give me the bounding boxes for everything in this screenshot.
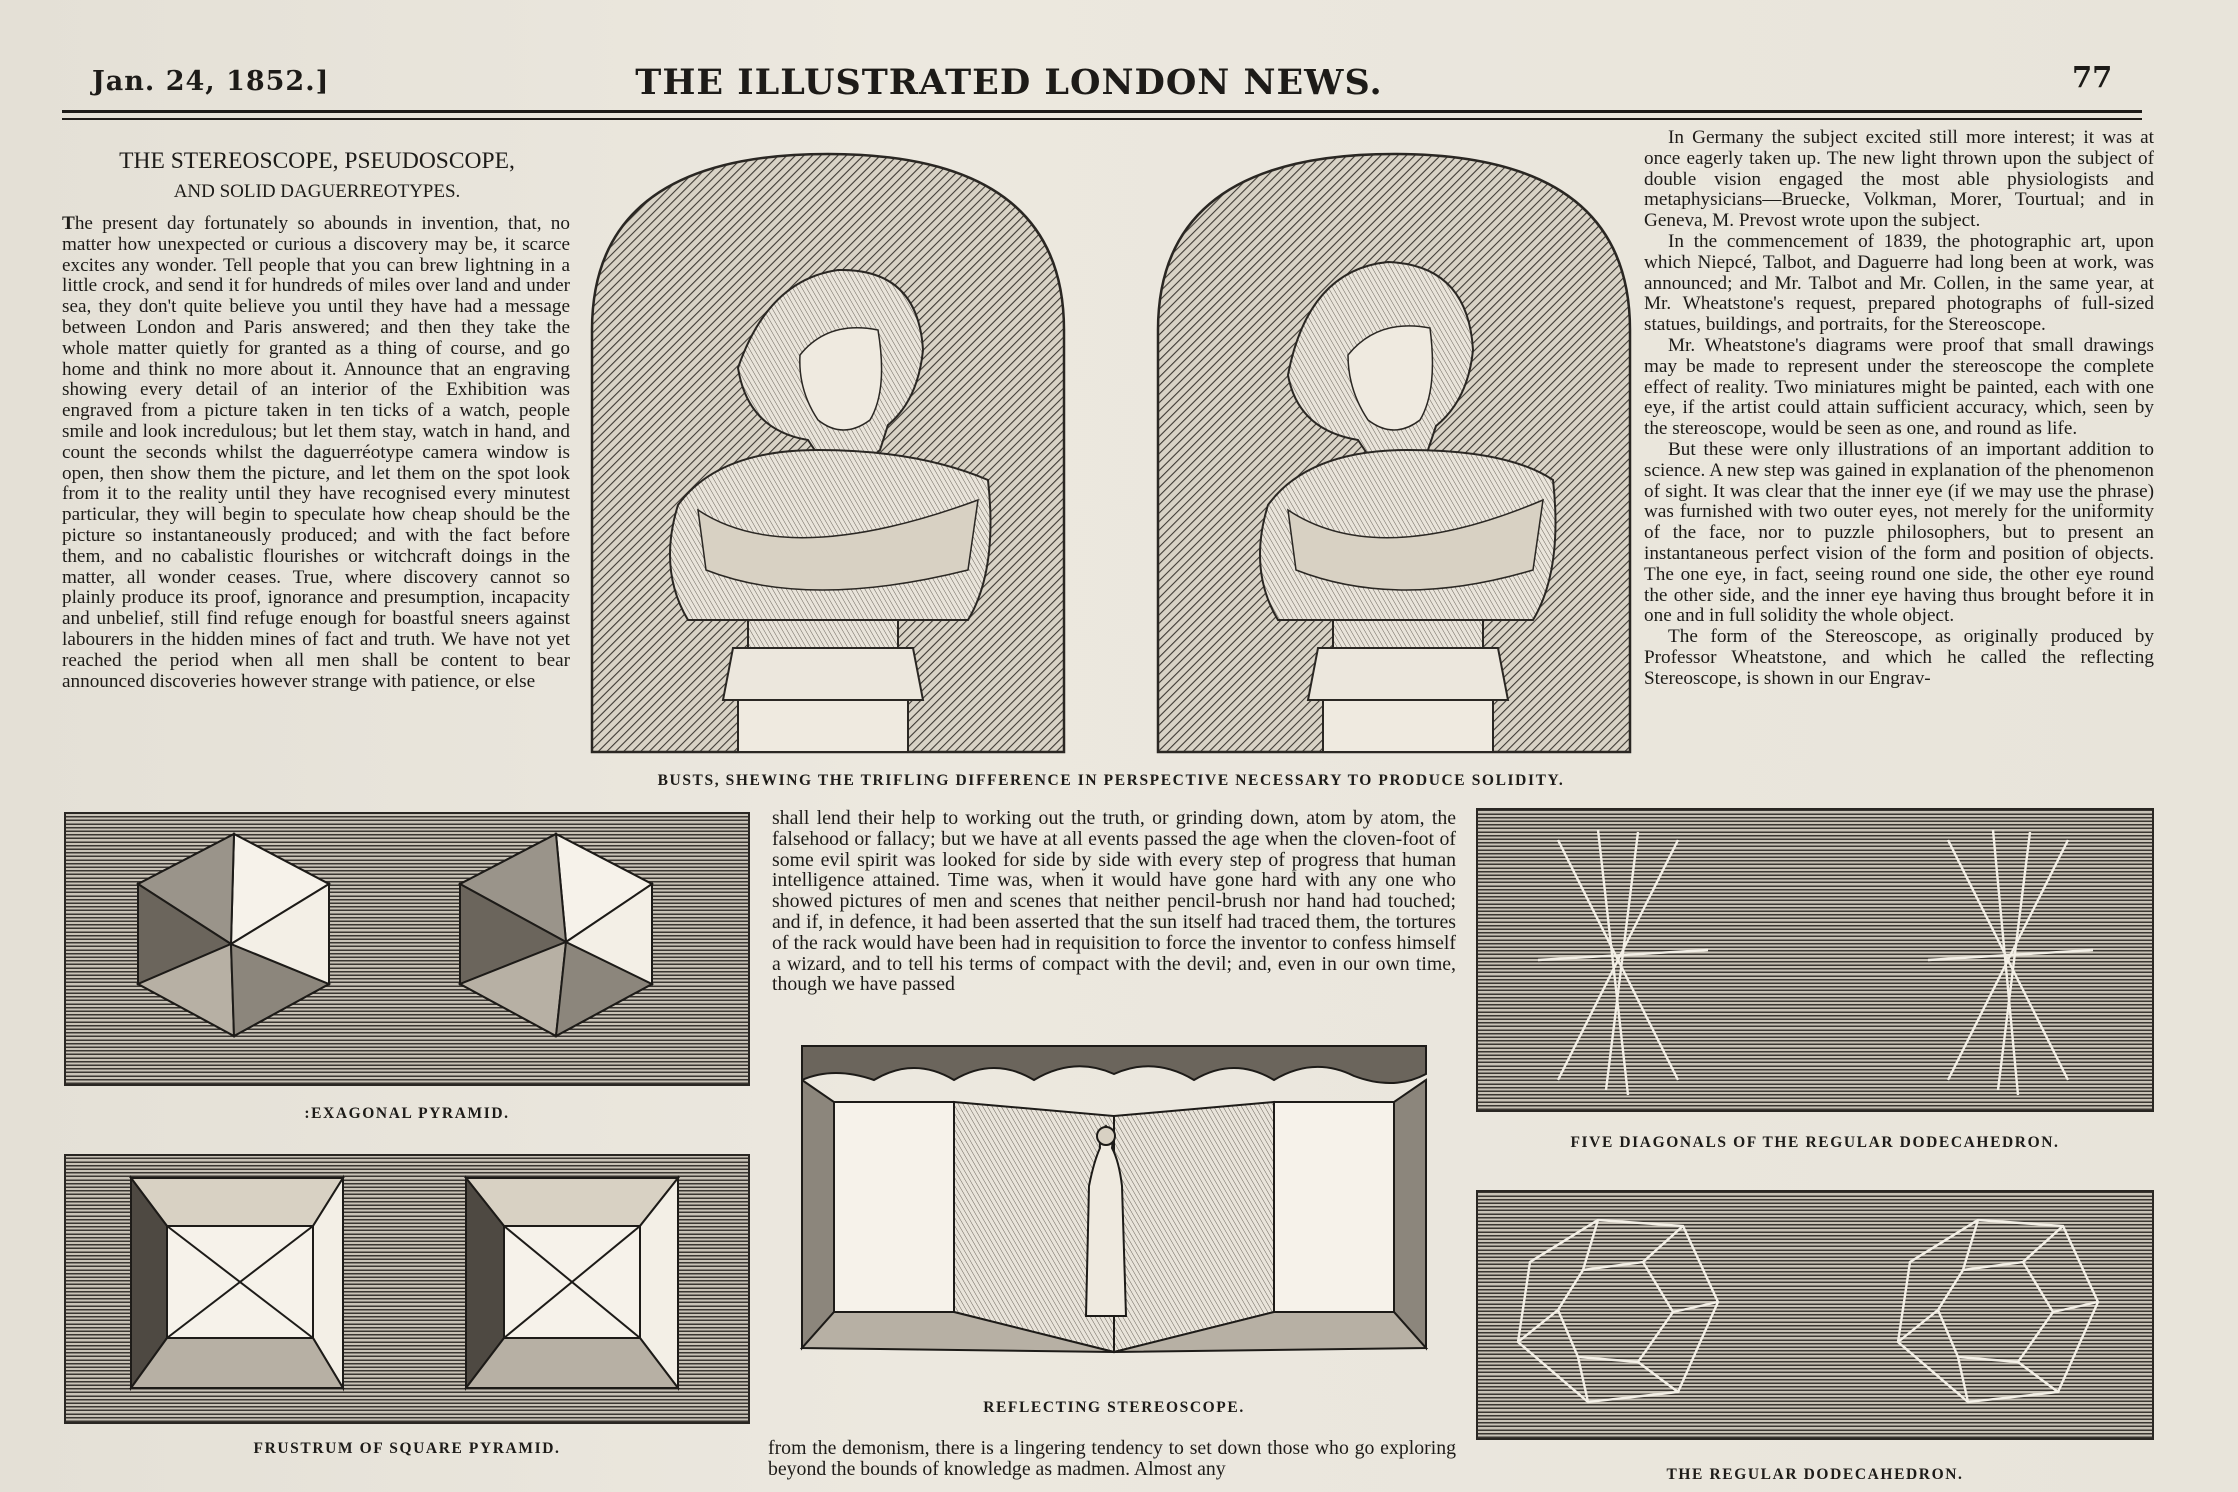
masthead-title-text: THE ILLUSTRATED LONDON NEWS.	[635, 62, 1383, 103]
frustrum-plate	[64, 1154, 750, 1424]
masthead-rule-thin	[62, 118, 2142, 120]
hexagonal-pyramid-plate	[64, 812, 750, 1086]
dodecahedron-plate	[1476, 1190, 2154, 1440]
hexagonal-pyramid-icon	[66, 814, 748, 1084]
busts-caption: BUSTS, SHEWING THE TRIFLING DIFFERENCE IN PERSPECTIVE NECESSARY TO PRODUCE SOLIDITY.	[657, 772, 1565, 789]
frustrum-caption: FRUSTRUM OF SQUARE PYRAMID.	[253, 1440, 561, 1457]
right-paragraph: Mr. Wheatstone's diagrams were proof that small drawings may be made to represent under the stereoscope the complete effect of reality. Two miniatures might be painted, each with one eye, if the artist could attain sufficient accuracy, which, seen by the stereoscope, would be seen as one, and round as life.	[1644, 334, 2154, 440]
issue-date: Jan. 24, 1852.]	[92, 66, 330, 97]
dodecahedron-icon	[1478, 1192, 2152, 1438]
diagonals-icon	[1478, 810, 2152, 1110]
reflecting-stereoscope-engraving	[794, 1036, 1434, 1354]
masthead-title	[0, 62, 2238, 103]
hexagonal-pyramid-caption: :EXAGONAL PYRAMID.	[304, 1105, 510, 1122]
busts-engraving	[588, 150, 1634, 756]
middle-column	[772, 808, 1456, 1018]
reflecting-stereoscope-caption: REFLECTING STEREOSCOPE.	[983, 1399, 1245, 1416]
masthead-rule	[62, 110, 2142, 113]
stereoscope-canopy	[802, 1046, 1426, 1083]
diagonals-plate	[1476, 808, 2154, 1112]
diagonals-caption: FIVE DIAGONALS OF THE REGULAR DODECAHEDRON.	[1570, 1134, 2060, 1151]
left-column	[62, 214, 570, 794]
right-paragraph: In Germany the subject excited still more interest; it was at once eagerly taken up. The new light thrown upon the subject of double vision engaged the most able physiologists and metaphysicians—Bruecke, Volkman, Morer, Tourtual; and in Geneva, M. Prevost wrote upon the subject.	[1644, 128, 2154, 232]
frustrum-icon	[66, 1156, 748, 1422]
left-column-text: The present day fortunately so abounds in invention, that, no matter how unexpected or curious a discovery may be, it scarce excites any wonder. Tell people that you can brew lightning in a little crock, and send it for hundreds of miles over land and under sea, they don't quite believe you until they have had a message between London and Paris answered; and then they take the whole matter quietly for granted as a thing of course, and go home and think no more about it. Announce that an engraving showing every detail of an interior of the Exhibition was engraved from a picture taken in ten ticks of a watch, people smile and look incredulous; but let them stay, watch in hand, and count the seconds whilst the daguerréotype camera window is open, then show them the picture, and let them on the spot look from it to the reality until they have recognised every minutest particular, they will begin to speculate how cheap should be the picture so instantaneously produced; and with the fact before them, and no cabalistic flourishes or witchcraft doings in the matter, all wonder ceases. True, where discovery cannot so plainly produce its proof, ignorance and presumption, incapacity and unbelief, still find refuge enough for boastful sneers against labourers in the hidden mines of fact and truth. We have not yet reached the period when all men shall be content to bear announced discoveries however strange with patience, or else	[62, 214, 570, 692]
dodecahedron-caption: THE REGULAR DODECAHEDRON.	[1666, 1466, 1964, 1483]
middle-column-bottom	[768, 1438, 1456, 1488]
middle-column-text: shall lend their help to working out the truth, or grinding down, atom by atom, the falsehood or fallacy; but we have at all events passed the age when the cloven-foot of some evil spirit was looked for side by side with every step of progress that human intelligence attained. Time was, when it would have gone hard with any one who showed pictures of men and scenes that neither pencil-brush nor hand had touched; and if, in defence, it had been asserted that the sun itself had traced them, the tortures of the rack would have been had in requisition to force the inventor to confess himself a wizard, and to tell his terms of compact with the devil; and, even in our own time, though we have passed	[772, 808, 1456, 996]
right-column	[1644, 128, 2154, 796]
article-headline: THE STEREOSCOPE, PSEUDOSCOPE,	[119, 148, 515, 174]
article-subheadline: AND SOLID DAGUERREOTYPES.	[173, 181, 461, 202]
middle-column-bottom-text: from the demonism, there is a lingering tendency to set down those who go exploring beyond the bounds of knowledge as madmen. Almost any	[768, 1438, 1456, 1480]
right-paragraph: The form of the Stereoscope, as originally produced by Professor Wheatstone, and which he called the reflecting Stereoscope, is shown in our Engrav-	[1644, 626, 2154, 689]
right-paragraph: In the commencement of 1839, the photographic art, upon which Niepcé, Talbot, and Daguerre had long been at work, was announced; and Mr. Talbot and Mr. Collen, in the same year, at Mr. Wheatstone's request, prepared photographs of full-sized statues, buildings, and portraits, for the Stereoscope.	[1644, 230, 2154, 336]
right-paragraph: But these were only illustrations of an important addition to science. A new step was gained in explanation of the phenomenon of sight. It was clear that the inner eye (if we may use the phrase) was furnished with two outer eyes, not merely for the uniformity of the face, nor to puzzle philosophers, but to present an instantaneous perfect vision of the form and position of objects. The one eye, in fact, seeing round one side, the other eye round the other side, and the inner eye having thus brought before it in one and in full solidity the whole object.	[1644, 438, 2154, 627]
page-number: 77	[2072, 60, 2113, 94]
